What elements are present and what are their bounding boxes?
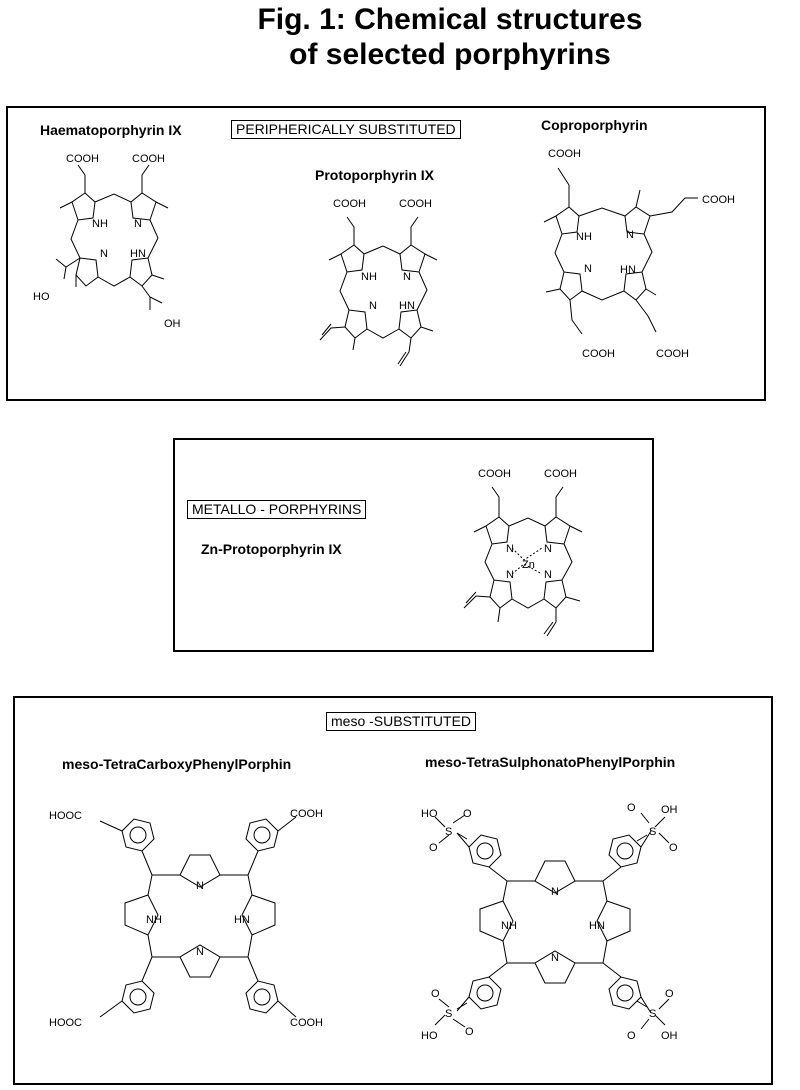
atom-label: HN — [234, 914, 250, 926]
tcpp-name: meso-TetraCarboxyPhenylPorphin — [62, 756, 292, 772]
atom-label: OH — [164, 318, 181, 330]
atom-label: Zn — [522, 559, 535, 571]
meso-bridge — [582, 291, 624, 300]
pyrrole-ring — [556, 207, 579, 234]
pyrrole-ring — [399, 310, 421, 338]
meso-bridge — [575, 941, 607, 963]
atom-label: NH — [92, 218, 108, 230]
atom-label: NH — [576, 231, 592, 243]
pyrrole-ring — [490, 580, 512, 608]
pyrrole-ring — [76, 258, 98, 286]
atom-label: COOH — [66, 153, 99, 165]
meso-bridge — [575, 881, 607, 901]
atom-label: COOH — [656, 348, 689, 360]
atom-label: HN — [620, 264, 636, 276]
atom-label: N — [584, 263, 592, 275]
atom-label: HO — [33, 291, 50, 303]
atom-label: NH — [501, 920, 517, 932]
pyrrole-ring — [400, 245, 425, 272]
atom-label: COOH — [544, 468, 577, 480]
atom-label: HN — [589, 920, 605, 932]
pyrrole-ring — [624, 272, 646, 300]
figure-title-line-1: Fig. 1: Chemical structures — [257, 3, 643, 36]
meso-bridge — [579, 208, 625, 216]
atom-label: N — [100, 248, 108, 260]
atom-label: NH — [361, 271, 377, 283]
atom-label: O — [429, 842, 438, 854]
atom-label: N — [551, 952, 559, 964]
meso-bridge — [503, 941, 535, 963]
vinyl-group — [544, 608, 556, 636]
atom-label: HOOC — [49, 810, 82, 822]
meso-bridge — [340, 272, 349, 310]
atom-label: COOH — [132, 153, 165, 165]
phenyl-ring-bottom-right — [246, 957, 296, 1017]
pyrrole-ring — [131, 193, 156, 220]
meso-bridge — [71, 220, 80, 258]
phenyl-ring-top-right — [246, 817, 296, 875]
atom-label: O — [665, 988, 674, 1000]
phenyl-ring-bottom-left — [457, 963, 507, 1011]
meso-bridge — [364, 246, 400, 254]
atom-label: O — [627, 1030, 636, 1042]
coproporphyrin-name: Coproporphyrin — [541, 117, 648, 133]
meso-bridge — [417, 272, 427, 310]
atom-label: N — [134, 218, 142, 230]
figure-title — [200, 2, 700, 72]
atom-label: COOH — [290, 808, 323, 820]
atom-label: N — [506, 569, 514, 581]
atom-label: COOH — [582, 348, 615, 360]
atom-label: O — [431, 988, 440, 1000]
meso-bridge — [95, 194, 131, 202]
pyrrole-ring — [130, 258, 152, 286]
vinyl-group — [464, 592, 490, 608]
meso-bridge — [220, 935, 252, 957]
atom-label: N — [369, 300, 377, 312]
meso-bridge — [367, 329, 399, 338]
atom-label: NH — [146, 914, 162, 926]
pyrrole-ring — [341, 245, 364, 272]
atom-label: OH — [661, 804, 678, 816]
meso-bridge — [562, 544, 572, 580]
atom-label: S — [445, 1008, 453, 1020]
atom-label: COOH — [548, 148, 581, 160]
atom-label: N — [506, 543, 514, 555]
atom-label: N — [403, 271, 411, 283]
tspp-name: meso-TetraSulphonatoPhenylPorphin — [425, 754, 676, 770]
atom-label: S — [649, 826, 657, 838]
atom-label: COOH — [399, 198, 432, 210]
metallo-group-label: METALLO - PORPHYRINS — [187, 500, 366, 519]
aryl-bond — [248, 957, 296, 1017]
meso-bridge — [220, 875, 252, 895]
substituent-bond — [78, 165, 149, 193]
phenyl-ring-top-left — [457, 833, 507, 881]
meso-bridge — [512, 599, 544, 608]
phenyl-ring-top-left — [100, 819, 154, 875]
pyrrole-ring — [544, 580, 566, 608]
haematoporphyrin-structure — [28, 145, 208, 335]
zn-protoporphyrin-structure — [440, 460, 610, 650]
atom-label: O — [627, 802, 636, 814]
pyrrole-ring — [72, 193, 95, 220]
haematoporphyrin-name: Haematoporphyrin IX — [40, 122, 182, 138]
meso-bridge — [148, 220, 158, 258]
phenyl-ring-bottom-left — [100, 957, 154, 1017]
pyrrole-ring — [560, 272, 582, 300]
atom-label: COOH — [333, 198, 366, 210]
meso-bridge — [555, 234, 564, 272]
atom-label: HO — [421, 1030, 438, 1042]
atom-label: COOH — [702, 194, 735, 206]
aryl-bond — [100, 821, 152, 875]
vinyl-group — [320, 324, 345, 340]
tspp-structure — [415, 795, 695, 1050]
atom-label: S — [445, 826, 453, 838]
substituent-bond — [142, 286, 162, 310]
atom-label: HN — [130, 248, 146, 260]
atom-label: N — [196, 946, 204, 958]
pyrrole-ring — [345, 310, 367, 338]
meso-bridge — [148, 875, 180, 895]
atom-label: HN — [399, 300, 415, 312]
coproporphyrin-structure — [530, 140, 750, 365]
substituent-bond — [558, 168, 569, 207]
atom-label: N — [626, 229, 634, 241]
meso-bridge — [503, 881, 535, 901]
meso-bridge — [98, 277, 130, 286]
atom-label: OH — [661, 1030, 678, 1042]
tcpp-structure — [40, 795, 360, 1040]
atom-label: O — [465, 1026, 474, 1038]
atom-label: N — [544, 569, 552, 581]
atom-label: N — [551, 886, 559, 898]
vinyl-group — [398, 338, 411, 366]
phenyl-ring-top-right — [603, 831, 651, 881]
atom-label: HO — [421, 808, 438, 820]
atom-label: N — [544, 543, 552, 555]
pyrrole-ring — [486, 517, 509, 544]
meso-bridge — [148, 935, 180, 957]
meso-bridge — [509, 518, 545, 526]
porphyrin-core — [56, 165, 168, 310]
substituent-bond — [636, 300, 656, 332]
pyrrole-ring — [545, 517, 570, 544]
protoporphyrin-name: Protoporphyrin IX — [315, 167, 434, 183]
meso-group-label: meso -SUBSTITUTED — [326, 712, 476, 731]
figure-title-line-2: of selected porphyrins — [289, 38, 611, 71]
atom-label: O — [463, 808, 472, 820]
atom-label: S — [649, 1008, 657, 1020]
atom-label: COOH — [478, 468, 511, 480]
meso-bridge — [485, 544, 494, 580]
atom-label: HOOC — [49, 1017, 82, 1029]
protoporphyrin-structure — [295, 190, 475, 380]
zn-protoporphyrin-name: Zn-Protoporphyrin IX — [201, 541, 342, 557]
meso-bridge — [642, 234, 652, 272]
atom-label: N — [196, 880, 204, 892]
substituent-bond — [347, 217, 418, 245]
substituent-bond — [492, 487, 563, 517]
peripheral-group-label: PERIPHERICALLY SUBSTITUTED — [231, 120, 461, 139]
porphyrin-core — [320, 217, 437, 366]
substituent-bond — [650, 198, 698, 216]
atom-label: COOH — [290, 1017, 323, 1029]
porphyrin-core — [544, 168, 698, 334]
atom-label: O — [669, 842, 678, 854]
substituent-bond — [570, 300, 582, 334]
substituent-bond — [544, 190, 656, 295]
